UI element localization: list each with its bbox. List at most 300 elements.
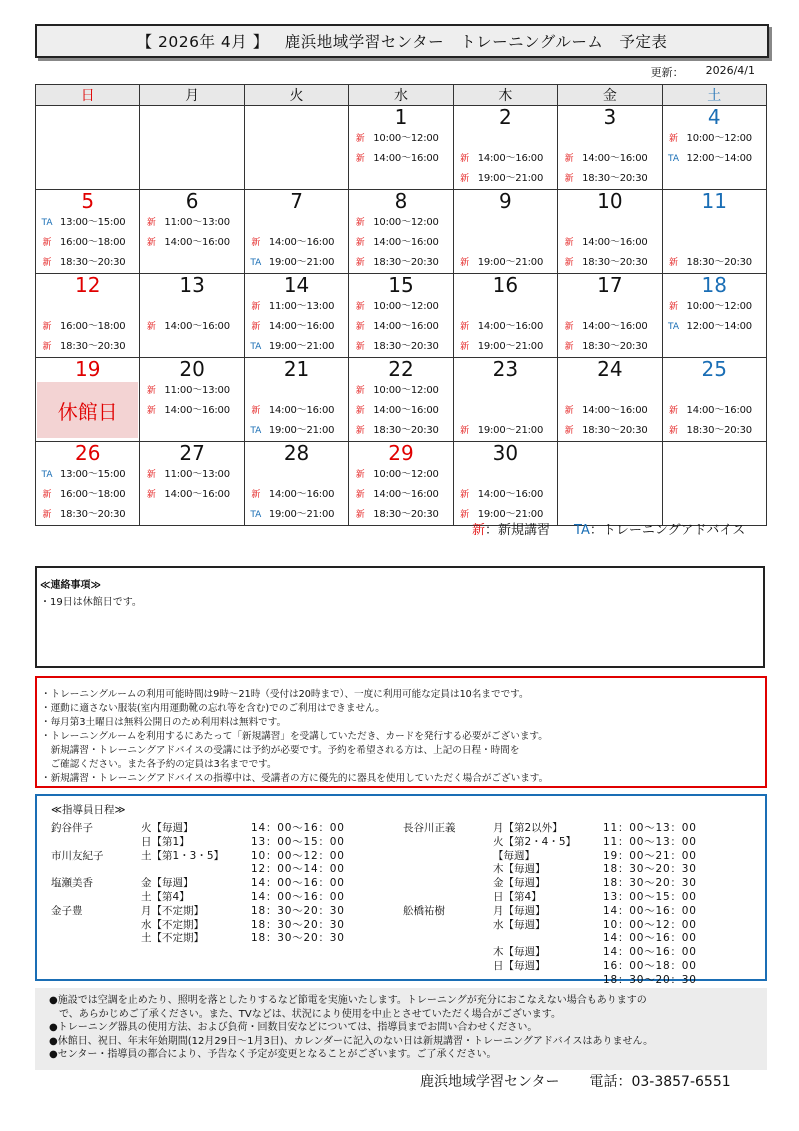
staff-row (403, 850, 697, 864)
slot-type: 新 (564, 174, 574, 184)
slot-time: 18:30～20:30 (373, 341, 439, 352)
staff-time: 18：30～20：30 (603, 877, 697, 890)
title-center: 鹿浜地域学習センター (284, 33, 445, 51)
day-cell-2 (453, 106, 557, 190)
time-slot (558, 169, 661, 189)
day-cell-6 (140, 190, 244, 274)
staff-name (403, 850, 493, 864)
time-slot (245, 485, 348, 505)
time-slot (349, 253, 452, 273)
legend-shin (472, 519, 550, 538)
slot-time (580, 381, 661, 401)
slot-type: 新 (564, 342, 574, 352)
time-slot (558, 213, 661, 233)
time-slot (36, 253, 139, 273)
time-slot (349, 337, 452, 357)
time-slot (454, 317, 557, 337)
time-slot (454, 213, 557, 233)
time-slot (454, 233, 557, 253)
day-number: 15 (388, 273, 414, 297)
time-slot (663, 253, 766, 273)
staff-day: 日【第4】 (493, 890, 542, 903)
slot-time (476, 129, 557, 149)
slot-type (558, 213, 580, 233)
time-slot (245, 381, 348, 401)
time-slot (349, 505, 452, 525)
day-cell-12 (36, 274, 140, 358)
day-number: 30 (492, 441, 519, 465)
slot-type: 新 (146, 386, 156, 396)
notice-body: ・19日は休館日です。 (40, 597, 142, 608)
staff-row (403, 946, 697, 960)
time-slot (245, 421, 348, 441)
time-slot (454, 149, 557, 169)
slot-type: 新 (564, 426, 574, 436)
staff-name (403, 946, 493, 960)
day-number: 13 (179, 273, 205, 297)
time-slot (558, 421, 661, 441)
day-number: 17 (597, 273, 623, 297)
staff-day: 水【毎週】 (493, 918, 546, 931)
day-cell-10 (558, 190, 662, 274)
staff-row (403, 891, 697, 905)
slot-time: 14:00～16:00 (373, 153, 439, 164)
day-number: 22 (388, 357, 414, 381)
staff-day (493, 932, 603, 946)
day-number: 11 (701, 189, 727, 213)
time-slot (663, 297, 766, 317)
staff-time: 18：30～20：30 (603, 863, 697, 876)
staff-row (51, 877, 345, 891)
staff-day: 水【不定期】 (141, 918, 204, 931)
slot-time: 16:00～18:00 (60, 321, 126, 332)
slot-time (476, 381, 557, 401)
slot-time: 10:00～12:00 (373, 217, 439, 228)
slot-time: 14:00～16:00 (582, 405, 648, 416)
staff-day: 日【第1】 (141, 835, 190, 848)
slot-time: 19:00～21:00 (477, 341, 544, 352)
slot-type (245, 213, 267, 233)
empty-cell (662, 442, 766, 526)
staff-row (51, 905, 345, 919)
slot-time: 14:00～16:00 (268, 321, 335, 332)
staff-day: 火【毎週】 (141, 822, 194, 834)
time-slot (349, 233, 452, 253)
slot-type: 新 (460, 510, 470, 520)
slot-time (162, 297, 243, 317)
footer-notes (35, 988, 767, 1070)
slot-time: 18:30～20:30 (60, 257, 126, 268)
footer-note-line: ●トレーニング器具の使用方法、および負荷・回数目安などについては、指導員までお問い合わせください。 (49, 1022, 538, 1033)
time-slot (36, 465, 139, 485)
day-number: 6 (185, 189, 199, 213)
slot-type: 新 (460, 154, 470, 164)
slot-type: 新 (460, 322, 470, 332)
staff-name: 塩瀬美香 (51, 877, 93, 890)
time-slot (558, 401, 661, 421)
slot-time (580, 297, 661, 317)
staff-row (403, 960, 697, 974)
day-number: 27 (179, 441, 205, 465)
slot-type: 新 (669, 134, 679, 144)
slot-time (267, 381, 348, 401)
empty-cell (36, 106, 140, 190)
time-slot (558, 381, 661, 401)
slot-type: 新 (355, 238, 365, 248)
day-cell-1 (349, 106, 453, 190)
slot-type: 新 (669, 426, 679, 436)
staff-name: 長谷川正義 (403, 822, 456, 834)
empty-cell (140, 106, 244, 190)
staff-heading: ≪指導員日程≫ (51, 804, 126, 816)
rule-line: ・トレーニングルームを利用するにあたって「新規講習」を受講していただき、カードを発行する必要がございます。 (41, 731, 548, 742)
day-cell-18 (662, 274, 766, 358)
slot-time (476, 233, 557, 253)
staff-name: 釣谷伴子 (51, 822, 93, 834)
footer-note-line: ●休館日、祝日、年末年始期間(12月29日～1月3日)、カレンダーに記入のない日は新規講習・トレーニングアドバイスはありません。 (49, 1035, 654, 1047)
time-slot (245, 317, 348, 337)
empty-cell (558, 442, 662, 526)
day-number: 24 (597, 357, 623, 381)
staff-row (403, 905, 697, 919)
day-number: 4 (707, 105, 721, 129)
slot-time: 14:00～16:00 (582, 321, 648, 332)
day-number: 7 (290, 189, 303, 213)
updated-label: 更新： (650, 66, 684, 79)
day-cell-8 (349, 190, 453, 274)
staff-time: 12：00～14：00 (251, 863, 345, 876)
slot-type: 新 (460, 174, 470, 184)
slot-type: 新 (355, 322, 365, 332)
time-slot (245, 337, 348, 357)
staff-time: 13：00～15：00 (603, 890, 697, 903)
slot-type: 新 (669, 302, 679, 312)
slot-time: 14:00～16:00 (268, 405, 335, 416)
calendar-week-row (36, 190, 767, 274)
staff-name (403, 932, 493, 946)
time-slot (349, 213, 452, 233)
slot-time: 18:30～20:30 (582, 425, 648, 436)
staff-name (51, 863, 141, 877)
day-cell-16 (453, 274, 557, 358)
time-slot (140, 233, 243, 253)
staff-row (403, 863, 697, 877)
slot-type: 新 (42, 238, 52, 248)
slot-type: 新 (42, 322, 52, 332)
time-slot (558, 337, 661, 357)
day-cell-15 (349, 274, 453, 358)
slot-time: 16:00～18:00 (60, 237, 126, 248)
legend-ta-text: ：トレーニングアドバイス (589, 523, 746, 538)
slot-type: 新 (564, 258, 574, 268)
slot-type: 新 (355, 154, 365, 164)
slot-time: 14:00～16:00 (686, 405, 752, 416)
slot-type: TA (250, 258, 262, 268)
slot-time: 19:00～21:00 (268, 509, 335, 520)
staff-time: 10：00～12：00 (251, 849, 345, 862)
day-cell-22 (349, 358, 453, 442)
slot-type: 新 (564, 322, 574, 332)
staff-name (51, 836, 141, 850)
day-cell-14 (244, 274, 348, 358)
weekday-sat: 土 (662, 85, 766, 106)
day-number: 18 (701, 273, 727, 297)
staff-time: 14：00～16：00 (251, 877, 345, 890)
slot-type: 新 (460, 426, 470, 436)
day-cell-29 (349, 442, 453, 526)
time-slot (245, 213, 348, 233)
day-cell-25 (662, 358, 766, 442)
contact-info (420, 1071, 731, 1091)
slot-type: 新 (355, 302, 365, 312)
slot-type: 新 (251, 490, 261, 500)
staff-row (51, 850, 345, 864)
time-slot (663, 129, 766, 149)
weekday-thu: 木 (453, 85, 557, 106)
time-slot (558, 253, 661, 273)
day-number: 3 (603, 105, 617, 129)
slot-type: TA (250, 510, 262, 520)
slot-time (476, 465, 557, 485)
staff-time: 18：30～20：30 (251, 932, 345, 945)
staff-time: 14：00～16：00 (603, 932, 697, 945)
slot-type: 新 (355, 406, 365, 416)
footer-note-line: ●施設では空調を止めたり、照明を落としたりするなど節電を実施いたします。トレーニングが充分におこなえない場合もありますの (49, 995, 647, 1006)
slot-type: 新 (355, 342, 365, 352)
staff-time: 11：00～13：00 (603, 835, 697, 848)
staff-right-column (403, 822, 697, 988)
slot-time: 18:30～20:30 (686, 425, 752, 436)
staff-row (403, 974, 697, 988)
slot-type: 新 (355, 386, 365, 396)
notice-heading: ≪連絡事項≫ (40, 580, 101, 591)
slot-type (454, 233, 476, 253)
day-cell-17 (558, 274, 662, 358)
slot-time: 11:00～13:00 (164, 217, 230, 228)
slot-time: 14:00～16:00 (373, 321, 439, 332)
day-number: 23 (492, 357, 519, 381)
day-cell-20 (140, 358, 244, 442)
staff-time: 14：00～16：00 (603, 946, 697, 959)
day-cell-11 (662, 190, 766, 274)
slot-time: 14:00～16:00 (164, 405, 230, 416)
slot-time: 19:00～21:00 (477, 509, 544, 520)
time-slot (454, 337, 557, 357)
staff-day: 月【不定期】 (141, 904, 204, 917)
updated-date (651, 64, 755, 80)
day-number: 19 (74, 357, 101, 381)
slot-time (580, 129, 661, 149)
time-slot (349, 485, 452, 505)
staff-day: 金【毎週】 (141, 877, 194, 890)
staff-day: 土【第4】 (141, 890, 190, 903)
staff-row (403, 836, 697, 850)
staff-time: 13：00～15：00 (251, 835, 345, 848)
slot-type: 新 (146, 238, 156, 248)
slot-time: 18:30～20:30 (582, 341, 648, 352)
time-slot (36, 337, 139, 357)
time-slot (140, 317, 243, 337)
legend-shin-text: ：新規講習 (485, 523, 551, 538)
slot-time: 11:00～13:00 (268, 301, 335, 312)
day-cell-24 (558, 358, 662, 442)
time-slot (663, 213, 766, 233)
slot-type: 新 (355, 470, 365, 480)
day-number: 16 (492, 273, 519, 297)
slot-time: 14:00～16:00 (373, 405, 439, 416)
slot-type: 新 (42, 510, 52, 520)
time-slot (454, 253, 557, 273)
slot-time (476, 401, 557, 421)
slot-type: 新 (251, 238, 261, 248)
time-slot (558, 233, 661, 253)
slot-time: 10:00～12:00 (686, 133, 752, 144)
slot-time: 19:00～21:00 (477, 173, 544, 184)
contact-phone: 電話：03-3857-6551 (589, 1074, 731, 1090)
slot-type (36, 297, 58, 317)
staff-time: 16：00～18：00 (603, 959, 697, 972)
slot-time: 18:30～20:30 (686, 257, 752, 268)
time-slot (558, 317, 661, 337)
slot-time: 18:30～20:30 (373, 425, 439, 436)
time-slot (140, 485, 243, 505)
time-slot (140, 401, 243, 421)
calendar-week-row (36, 274, 767, 358)
legend-ta-mark: TA (574, 523, 590, 538)
staff-name (51, 919, 141, 933)
slot-time: 19:00～21:00 (268, 341, 335, 352)
slot-time: 19:00～21:00 (268, 257, 335, 268)
slot-type: 新 (564, 406, 574, 416)
time-slot (140, 297, 243, 317)
slot-time (267, 213, 348, 233)
time-slot (349, 149, 452, 169)
rule-line: ・トレーニングルームの利用可能時間は9時～21時（受付は20時まで）、一度に利用可能な定員は10名までです。 (41, 689, 529, 700)
time-slot (140, 213, 243, 233)
day-cell-13 (140, 274, 244, 358)
staff-day: 土【不定期】 (141, 932, 204, 945)
slot-type (454, 381, 476, 401)
weekday-fri: 金 (558, 85, 662, 106)
slot-type: TA (668, 154, 680, 164)
slot-type: 新 (355, 510, 365, 520)
day-number: 21 (283, 357, 310, 381)
staff-row (51, 863, 345, 877)
day-number: 28 (283, 441, 310, 465)
slot-time: 19:00～21:00 (477, 257, 544, 268)
slot-time (685, 381, 766, 401)
time-slot (454, 401, 557, 421)
staff-left-column (51, 822, 345, 946)
time-slot (349, 317, 452, 337)
slot-time: 11:00～13:00 (164, 469, 230, 480)
slot-time: 18:30～20:30 (60, 341, 126, 352)
slot-type: 新 (42, 490, 52, 500)
staff-row (403, 822, 697, 836)
rule-line: 新規講習・トレーニングアドバイスの受講には予約が必要です。予約を希望される方は、上記の日程・時間を (41, 745, 520, 756)
day-number: 5 (81, 189, 95, 213)
day-cell-5 (36, 190, 140, 274)
time-slot (245, 401, 348, 421)
title-month: 【 2026年 4月 】 (136, 33, 269, 51)
staff-time: 10：00～12：00 (603, 918, 697, 931)
slot-type (558, 381, 580, 401)
time-slot (454, 465, 557, 485)
slot-time: 10:00～12:00 (686, 301, 752, 312)
staff-time: 14：00～16：00 (251, 822, 345, 834)
staff-day: 日【毎週】 (493, 959, 546, 972)
staff-time: 18：30～20：30 (251, 918, 345, 931)
time-slot (349, 421, 452, 441)
calendar-week-row (36, 442, 767, 526)
day-cell-26 (36, 442, 140, 526)
staff-name: 金子豊 (51, 904, 83, 917)
slot-time: 11:00～13:00 (164, 385, 230, 396)
slot-time: 14:00～16:00 (268, 237, 335, 248)
slot-type: 新 (146, 322, 156, 332)
rule-line: ・新規講習・トレーニングアドバイスの指導中は、受講者の方に優先的に器具を使用していただく場合がございます。 (41, 773, 549, 784)
slot-time: 13:00～15:00 (60, 469, 126, 480)
slot-type: 新 (355, 258, 365, 268)
time-slot (349, 465, 452, 485)
slot-time (267, 465, 348, 485)
time-slot (36, 505, 139, 525)
slot-type: 新 (251, 406, 261, 416)
slot-type (558, 129, 580, 149)
slot-time: 18:30～20:30 (373, 257, 439, 268)
slot-type: 新 (146, 490, 156, 500)
day-cell-21 (244, 358, 348, 442)
staff-row (51, 919, 345, 933)
day-number: 29 (388, 441, 414, 465)
legend (472, 519, 745, 538)
staff-name: 市川友紀子 (51, 849, 104, 862)
time-slot (454, 485, 557, 505)
slot-time: 10:00～12:00 (373, 133, 439, 144)
staff-row (403, 932, 697, 946)
staff-day: 金【毎週】 (493, 877, 546, 890)
day-cell-19 (36, 358, 140, 442)
contact-org: 鹿浜地域学習センター (420, 1074, 560, 1090)
slot-type (663, 213, 685, 233)
slot-time: 14:00～16:00 (373, 489, 439, 500)
time-slot (245, 253, 348, 273)
weekday-sun: 日 (36, 85, 140, 106)
staff-day: 木【毎週】 (493, 863, 546, 876)
staff-row (51, 891, 345, 905)
time-slot (454, 129, 557, 149)
footer-note-line: ●センター・指導員の都合により、予告なく予定が変更となることがございます。ご了承ください。 (49, 1049, 497, 1060)
time-slot (245, 505, 348, 525)
time-slot (36, 213, 139, 233)
slot-type (663, 233, 685, 253)
slot-type: 新 (146, 470, 156, 480)
slot-type: 新 (460, 490, 470, 500)
time-slot (140, 465, 243, 485)
day-cell-28 (244, 442, 348, 526)
day-number: 2 (499, 105, 512, 129)
slot-type: 新 (355, 218, 365, 228)
slot-type (245, 465, 267, 485)
slot-type (454, 213, 476, 233)
weekday-header-row (36, 85, 767, 106)
staff-name (403, 863, 493, 877)
staff-row (51, 822, 345, 836)
slot-type (454, 401, 476, 421)
slot-type: 新 (460, 258, 470, 268)
time-slot (663, 233, 766, 253)
time-slot (454, 169, 557, 189)
